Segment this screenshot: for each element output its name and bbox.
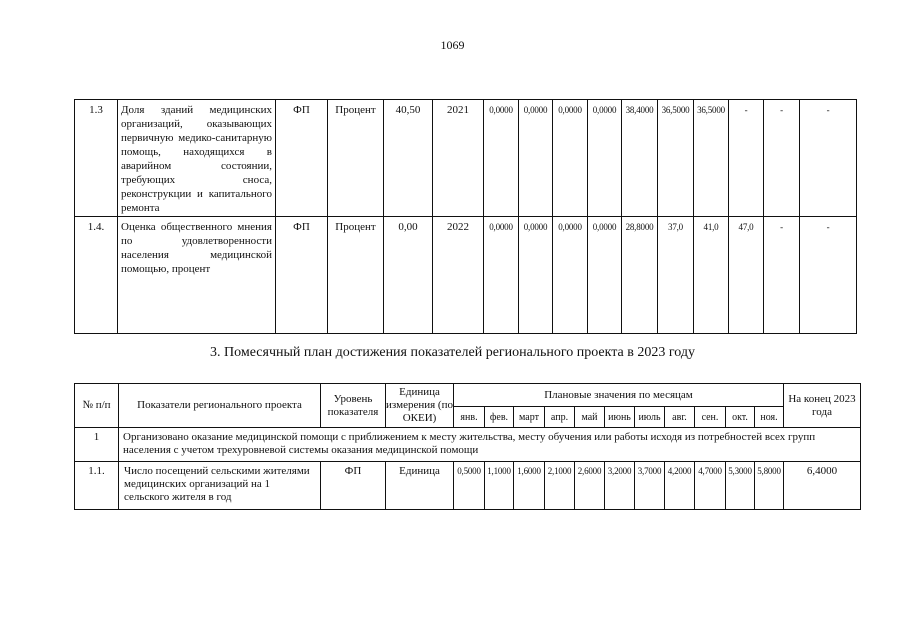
row-number: 1.1. — [75, 462, 119, 510]
period-value: - — [764, 217, 800, 334]
period-value: 36,5000 — [658, 100, 694, 217]
period-value: 37,0 — [658, 217, 694, 334]
period-value: 28,8000 — [622, 217, 658, 334]
indicators-continuation-table — [74, 99, 857, 334]
table-row — [75, 217, 857, 334]
month-value: 1,1000 — [485, 462, 514, 510]
period-value: - — [800, 217, 857, 334]
month-header: май — [575, 407, 605, 428]
month-header: июнь — [605, 407, 635, 428]
period-value: 36,5000 — [694, 100, 729, 217]
col-header-unit: Единица измерения (по ОКЕИ) — [386, 384, 454, 428]
section-title: 3. Помесячный план достижения показателей регионального проекта в 2023 году — [210, 345, 695, 360]
base-value: 40,50 — [384, 100, 433, 217]
period-value: - — [729, 100, 764, 217]
indicator-name: Оценка общественного мнения по удовлетворенности населения медицинской помощью, процент — [118, 217, 276, 334]
period-value: 0,0000 — [553, 100, 588, 217]
month-value: 5,8000 — [755, 462, 784, 510]
monthly-plan-table — [74, 383, 861, 510]
col-header-planned: Плановые значения по месяцам — [454, 384, 784, 407]
period-value: 0,0000 — [553, 217, 588, 334]
period-value: 0,0000 — [588, 100, 622, 217]
month-value: 0,5000 — [454, 462, 485, 510]
indicator-name: Число посещений сельскими жителями медицинских организаций на 1 сельского жителя в год — [119, 462, 321, 510]
period-value: 0,0000 — [519, 100, 553, 217]
col-header-level: Уровень показателя — [321, 384, 386, 428]
base-year: 2021 — [433, 100, 484, 217]
month-header: июль — [635, 407, 665, 428]
indicator-unit: Процент — [328, 100, 384, 217]
month-value: 4,7000 — [695, 462, 726, 510]
group-number: 1 — [75, 428, 119, 462]
col-header-year-end: На конец 2023 года — [784, 384, 861, 428]
period-value: - — [764, 100, 800, 217]
period-value: - — [800, 100, 857, 217]
group-description: Организовано оказание медицинской помощи с приближением к месту жительства, месту обучения или работы исходя из потребностей всех групп населения с учетом трехуровневой системы оказания медицинской помощи — [119, 428, 861, 462]
month-value: 2,6000 — [575, 462, 605, 510]
period-value: 41,0 — [694, 217, 729, 334]
table-row — [75, 100, 857, 217]
month-header: сен. — [695, 407, 726, 428]
col-header-indicator: Показатели регионального проекта — [119, 384, 321, 428]
group-row — [75, 428, 861, 462]
month-header: янв. — [454, 407, 485, 428]
month-value: 5,3000 — [726, 462, 755, 510]
month-header: авг. — [665, 407, 695, 428]
period-value: 0,0000 — [484, 100, 519, 217]
month-header: окт. — [726, 407, 755, 428]
month-header: март — [514, 407, 545, 428]
month-value: 3,2000 — [605, 462, 635, 510]
base-value: 0,00 — [384, 217, 433, 334]
month-value: 1,6000 — [514, 462, 545, 510]
period-value: 47,0 — [729, 217, 764, 334]
col-header-number: № п/п — [75, 384, 119, 428]
period-value: 0,0000 — [588, 217, 622, 334]
table-row — [75, 462, 861, 510]
period-value: 0,0000 — [519, 217, 553, 334]
month-value: 2,1000 — [545, 462, 575, 510]
period-value: 0,0000 — [484, 217, 519, 334]
indicator-level: ФП — [321, 462, 386, 510]
year-end-value: 6,4000 — [784, 462, 861, 510]
indicator-level: ФП — [276, 100, 328, 217]
indicator-unit: Процент — [328, 217, 384, 334]
indicator-unit: Единица — [386, 462, 454, 510]
indicator-name: Доля зданий медицинских организаций, оказывающих первичную медико-санитарную помощь, находящихся в аварийном состоянии, требующих сноса, реконструкции и капитального ремонта — [118, 100, 276, 217]
month-header: ноя. — [755, 407, 784, 428]
header-row — [75, 384, 861, 407]
row-number: 1.4. — [75, 217, 118, 334]
month-header: апр. — [545, 407, 575, 428]
base-year: 2022 — [433, 217, 484, 334]
month-value: 3,7000 — [635, 462, 665, 510]
month-value: 4,2000 — [665, 462, 695, 510]
indicator-level: ФП — [276, 217, 328, 334]
row-number: 1.3 — [75, 100, 118, 217]
month-header: фев. — [485, 407, 514, 428]
period-value: 38,4000 — [622, 100, 658, 217]
page-number: 1069 — [440, 38, 465, 52]
